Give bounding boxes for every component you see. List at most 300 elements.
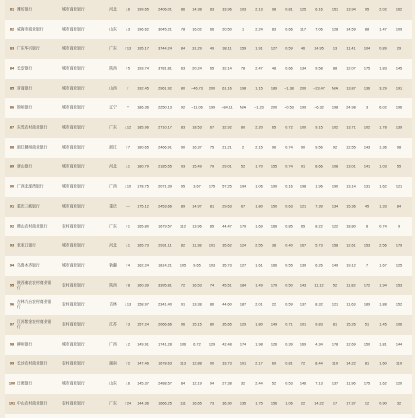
cell-c7: 105: [179, 263, 187, 268]
cell-c21: 120: [395, 381, 403, 386]
cell-c18: 13.14: [346, 184, 356, 189]
cell-c12: 2.20: [255, 125, 263, 130]
cell-c6: 2066.66: [158, 322, 172, 327]
cell-c18: 13.94: [346, 7, 356, 12]
cell-c12: 2.44: [255, 381, 263, 386]
cell-c18: 14.59: [346, 27, 356, 32]
cell-c8: 14.38: [192, 7, 202, 12]
cell-dir: *: [127, 105, 129, 110]
cell-c14: 0.55: [285, 263, 293, 268]
cell-prov: 广东: [109, 224, 117, 229]
cell-c11: 1: [241, 27, 245, 32]
cell-c9: 101: [208, 243, 216, 248]
cell-c11: N/A: [239, 105, 247, 110]
cell-c19: 3: [365, 105, 369, 110]
cell-c20: 1.94: [379, 283, 387, 288]
cell-c11: 67: [240, 204, 246, 209]
cell-c9: 73: [209, 401, 215, 406]
cell-c18: 12.61: [346, 243, 356, 248]
cell-c13: 189: [270, 86, 278, 91]
cell-c15: 72: [300, 361, 306, 366]
cell-c9: 81: [209, 204, 215, 209]
cell-name: 潍坊银行: [17, 7, 33, 12]
cell-c15: 134: [299, 66, 307, 71]
table-row: [5, 39, 412, 59]
cell-c15: 22: [300, 401, 306, 406]
cell-c13: 190: [270, 184, 278, 189]
cell-c15: 125: [299, 7, 307, 12]
cell-c19: 172: [363, 283, 371, 288]
cell-rank: 87: [9, 125, 15, 130]
cell-c21: 9: [397, 224, 401, 229]
cell-c10: 38.11: [222, 46, 232, 51]
cell-c16: 14.22: [314, 401, 324, 406]
cell-c15: 117: [299, 27, 307, 32]
cell-c9: 49: [209, 46, 215, 51]
cell-type: 城市商业银行: [62, 105, 85, 110]
cell-c7: 93: [180, 164, 186, 169]
cell-dir: ↑5: [125, 66, 130, 71]
table-row: [5, 355, 412, 375]
cell-c13: 38: [271, 243, 277, 248]
cell-c14: 0.59: [285, 302, 293, 307]
cell-c19: 95: [364, 7, 370, 12]
cell-c16: 8.22: [315, 224, 323, 229]
cell-dir: ↑2: [125, 361, 130, 366]
cell-rank: 81: [9, 7, 15, 12]
cell-c14: 0.63: [285, 204, 293, 209]
cell-c17: N/A: [331, 86, 339, 91]
cell-c11: 184: [239, 283, 247, 288]
cell-dir: ↓12: [124, 125, 132, 130]
cell-c14: 0.53: [285, 381, 293, 386]
cell-c13: 156: [270, 401, 278, 406]
cell-type: 城市商业银行: [62, 46, 85, 51]
cell-rank: 90: [9, 184, 15, 189]
cell-prov: 陕西: [109, 66, 117, 71]
cell-c15: 100: [299, 125, 307, 130]
cell-c8: 15.15: [192, 322, 202, 327]
cell-c9: 80: [209, 322, 215, 327]
cell-c13: 126: [270, 342, 278, 347]
cell-c11: 52: [240, 164, 246, 169]
cell-c21: 29: [396, 46, 402, 51]
cell-c5: 192.45: [137, 86, 149, 91]
cell-prov: 江苏: [109, 322, 117, 327]
cell-type: 城市商业银行: [62, 125, 85, 130]
cell-c12: 1.70: [255, 164, 263, 169]
cell-dir: ↓10: [124, 184, 132, 189]
cell-c6: 2406.01: [158, 7, 172, 12]
cell-c15: 199: [299, 105, 307, 110]
cell-rank: 101: [8, 401, 16, 406]
cell-type: 城市商业银行: [62, 243, 85, 248]
cell-c18: 12.07: [346, 66, 356, 71]
cell-c9: 66: [209, 27, 215, 32]
cell-c17: 13: [332, 46, 338, 51]
cell-c17: 81: [332, 322, 338, 327]
cell-c13: 65: [271, 125, 277, 130]
cell-c16: 4.34: [315, 342, 323, 347]
cell-c13: 149: [270, 322, 278, 327]
cell-c7: 63: [180, 66, 186, 71]
cell-c18: 17.37: [346, 401, 356, 406]
cell-c7: 91: [180, 302, 186, 307]
cell-c6: 2250.13: [158, 105, 172, 110]
table-row: [5, 315, 412, 335]
cell-type: 农村商业银行: [62, 401, 85, 406]
cell-c14: 0.39: [285, 342, 293, 347]
cell-c21: 152: [395, 302, 403, 307]
cell-c20: 1.33: [379, 204, 387, 209]
cell-c16: 7.39: [315, 204, 323, 209]
cell-name: 江苏紫金农村商业银行: [17, 320, 52, 330]
cell-dir: ↓1: [125, 164, 130, 169]
cell-c13: 200: [270, 105, 278, 110]
cell-c19: 12: [364, 401, 370, 406]
cell-c12: 2.15: [255, 145, 263, 150]
cell-c14: 0.85: [285, 224, 293, 229]
cell-c12: 1.80: [255, 322, 263, 327]
cell-c6: 3395.81: [158, 283, 172, 288]
cell-c19: 143: [363, 145, 371, 150]
cell-c20: 0.89: [379, 46, 387, 51]
cell-c11: 2: [241, 145, 245, 150]
cell-name: 日照银行: [17, 381, 33, 386]
cell-prov: 吉林: [109, 302, 117, 307]
table-row: [5, 256, 412, 276]
cell-c18: 12.69: [346, 342, 356, 347]
cell-prov: 山东: [109, 27, 117, 32]
cell-c13: 150: [270, 204, 278, 209]
cell-prov: 广东: [109, 46, 117, 51]
cell-c20: 0.90: [379, 401, 387, 406]
cell-c8: 6.72: [193, 342, 201, 347]
cell-c12: 1.98: [255, 342, 263, 347]
cell-c12: −1.23: [254, 105, 264, 110]
cell-c10: 20.50: [222, 27, 232, 32]
cell-c11: 129: [239, 322, 247, 327]
cell-c6: 2466.91: [158, 145, 172, 150]
cell-c21: 179: [395, 243, 403, 248]
cell-c5: 162.24: [137, 263, 149, 268]
cell-c21: 106: [395, 322, 403, 327]
cell-c16: 9.58: [315, 66, 323, 71]
cell-c9: 175: [208, 184, 216, 189]
cell-c10: 36.30: [222, 401, 232, 406]
cell-c18: 19.12: [346, 263, 356, 268]
cell-c5: 160.39: [137, 283, 149, 288]
cell-c8: 16.65: [192, 401, 202, 406]
cell-c10: 45.51: [222, 283, 232, 288]
cell-c11: 135: [239, 401, 247, 406]
cell-c14: −1.38: [284, 86, 294, 91]
cell-c8: 12.88: [192, 361, 202, 366]
cell-c17: 102: [331, 125, 339, 130]
cell-c12: 2.01: [255, 302, 263, 307]
cell-dir: ↓2: [125, 342, 130, 347]
cell-c19: 45: [364, 204, 370, 209]
cell-c11: 174: [239, 342, 247, 347]
cell-c10: 21.21: [222, 145, 232, 150]
cell-prov: 广西: [109, 342, 117, 347]
cell-c7: 106: [179, 342, 187, 347]
cell-c13: 52: [271, 381, 277, 386]
table-row: [5, 59, 412, 79]
cell-c18: 12.55: [346, 145, 356, 150]
cell-c7: 72: [180, 283, 186, 288]
cell-c10: 44.47: [222, 224, 232, 229]
cell-c21: 55: [396, 164, 402, 169]
cell-c16: 7.06: [315, 27, 323, 32]
cell-rank: 98: [9, 342, 15, 347]
cell-c19: 102: [363, 125, 371, 130]
cell-c20: 1.62: [379, 381, 387, 386]
cell-c5: 149.91: [137, 342, 149, 347]
cell-c16: 5.73: [315, 243, 323, 248]
cell-c6: 2961.92: [158, 86, 172, 91]
cell-prov: 广东: [109, 125, 117, 130]
cell-c8: 13.96: [192, 224, 202, 229]
cell-type: 农村商业银行: [62, 224, 85, 229]
cell-c14: 0.66: [285, 66, 293, 71]
cell-prov: 广东: [109, 401, 117, 406]
cell-c12: 2.13: [255, 7, 263, 12]
cell-c10: 32.14: [222, 66, 232, 71]
cell-rank: 96: [9, 302, 15, 307]
cell-c16: 6.16: [315, 7, 323, 12]
cell-c5: 196.62: [137, 27, 149, 32]
cell-c8: 3.67: [193, 184, 201, 189]
cell-c11: 32: [240, 381, 246, 386]
cell-c5: 199.65: [137, 7, 149, 12]
cell-c8: 9.65: [193, 263, 201, 268]
cell-c14: 0.59: [285, 46, 293, 51]
cell-rank: 85: [9, 86, 15, 91]
cell-c10: 29.63: [222, 204, 232, 209]
cell-c18: 13.71: [346, 125, 356, 130]
cell-c7: 80: [180, 86, 186, 91]
cell-name: 广东华兴银行: [17, 46, 40, 51]
cell-c20: 1.62: [379, 184, 387, 189]
cell-prov: 河北: [109, 243, 117, 248]
cell-c20: 1.83: [379, 66, 387, 71]
cell-type: 城市商业银行: [62, 7, 85, 12]
cell-c13: 96: [271, 145, 277, 150]
cell-c6: 1679.57: [158, 224, 172, 229]
cell-c10: 29.01: [222, 164, 232, 169]
cell-c20: 2.02: [379, 7, 387, 12]
cell-prov: 新疆: [109, 263, 117, 268]
cell-rank: 95: [9, 283, 15, 288]
cell-c18: 13.01: [346, 164, 356, 169]
cell-c14: 0.74: [285, 164, 293, 169]
table-row: [5, 79, 412, 99]
cell-c9: 67: [209, 125, 215, 130]
cell-c6: 3744.24: [158, 46, 172, 51]
cell-c5: 158.97: [137, 302, 149, 307]
cell-c21: 191: [395, 86, 403, 91]
cell-c15: 121: [299, 204, 307, 209]
cell-c19: 175: [363, 381, 371, 386]
cell-c17: 122: [331, 224, 339, 229]
cell-c10: 32.92: [222, 125, 232, 130]
cell-c14: 0.81: [285, 361, 293, 366]
cell-c19: 175: [363, 66, 371, 71]
cell-dir: —: [126, 204, 130, 209]
cell-c13: 98: [271, 7, 277, 12]
cell-c15: 90: [300, 145, 306, 150]
cell-c8: 13.38: [192, 302, 202, 307]
cell-c9: 129: [208, 342, 216, 347]
cell-name: 佛山农村商业银行: [17, 224, 48, 229]
cell-c14: −0.53: [284, 105, 294, 110]
cell-dir: ↓1: [125, 243, 130, 248]
cell-c20: 1.36: [379, 145, 387, 150]
cell-c19: 104: [363, 46, 371, 51]
cell-c14: 0.81: [285, 7, 293, 12]
cell-c21: 32: [396, 401, 402, 406]
cell-c7: 83: [180, 125, 186, 130]
cell-rank: 82: [9, 27, 15, 32]
cell-type: 农村商业银行: [62, 283, 85, 288]
cell-c21: 98: [396, 145, 402, 150]
cell-type: 城市商业银行: [62, 27, 85, 32]
cell-c9: 85: [209, 224, 215, 229]
cell-c11: 179: [239, 224, 247, 229]
cell-c9: 79: [209, 164, 215, 169]
cell-rank: 100: [8, 381, 16, 386]
cell-dir: ↓13: [124, 302, 132, 307]
cell-c18: 11.41: [346, 46, 356, 51]
cell-c11: 80: [240, 125, 246, 130]
cell-c6: 2341.40: [158, 302, 172, 307]
table-row: [5, 177, 412, 197]
cell-c5: 144.36: [137, 401, 149, 406]
cell-c17: 88: [332, 66, 338, 71]
table-row: [5, 118, 412, 138]
cell-c16: 6.26: [315, 263, 323, 268]
cell-c21: 139: [395, 125, 403, 130]
cell-c16: −6.32: [314, 105, 324, 110]
cell-c17: 128: [331, 27, 339, 32]
cell-c21: 144: [395, 342, 403, 347]
cell-c16: −23.47: [313, 86, 325, 91]
cell-c9: 86: [209, 302, 215, 307]
table-row: [5, 99, 412, 119]
cell-type: 城市商业银行: [62, 145, 85, 150]
cell-c17: 134: [331, 204, 339, 209]
cell-c21: 162: [395, 7, 403, 12]
cell-c15: 65: [300, 224, 306, 229]
cell-dir: ↑8: [125, 283, 130, 288]
cell-prov: 重庆: [109, 204, 117, 209]
table-row: [5, 197, 412, 217]
table-row: [5, 158, 412, 178]
cell-c5: 145.37: [137, 381, 149, 386]
cell-name: 中山农村商业银行: [17, 401, 48, 406]
cell-c8: 16.53: [192, 283, 202, 288]
cell-c20: 0.74: [379, 224, 387, 229]
cell-type: 农村商业银行: [62, 322, 85, 327]
cell-c15: 169: [299, 342, 307, 347]
cell-c11: 127: [239, 263, 247, 268]
cell-c13: 69: [271, 361, 277, 366]
cell-dir: ↑4: [125, 263, 130, 268]
cell-c7: 82: [180, 243, 186, 248]
cell-c7: 95: [180, 184, 186, 189]
cell-c15: 91: [300, 164, 306, 169]
cell-name: 柳州银行: [17, 342, 33, 347]
cell-name: 东莞农村商业银行: [17, 125, 48, 130]
cell-c11: 198: [239, 86, 247, 91]
table-row: [5, 276, 412, 296]
cell-c16: 9.83: [315, 322, 323, 327]
cell-c12: 2.47: [255, 66, 263, 71]
cell-c11: 124: [239, 243, 247, 248]
cell-c7: 112: [179, 224, 187, 229]
cell-c14: 0.74: [285, 145, 293, 150]
cell-c20: 1.03: [379, 164, 387, 169]
cell-c13: 155: [270, 164, 278, 169]
cell-c15: 101: [299, 322, 307, 327]
cell-c10: 42.48: [222, 342, 232, 347]
cell-c5: 195.17: [137, 46, 149, 51]
table-row: [5, 394, 412, 414]
cell-c20: 6.02: [379, 105, 387, 110]
table-row: [5, 217, 412, 237]
cell-name: 广西北部湾银行: [17, 184, 44, 189]
cell-dir: ↑7: [125, 145, 130, 150]
cell-name: 长安银行: [17, 66, 33, 71]
cell-name: 吉林九台农村商业银行: [17, 300, 52, 310]
cell-c7: 84: [180, 46, 186, 51]
cell-c13: 127: [270, 46, 278, 51]
cell-c17: 52: [332, 283, 338, 288]
cell-c5: 180.79: [137, 164, 149, 169]
cell-type: 城市商业银行: [62, 263, 85, 268]
cell-c9: 65: [209, 66, 215, 71]
cell-c17: 198: [331, 105, 339, 110]
table-row: [5, 374, 412, 394]
cell-c16: 8.44: [315, 361, 323, 366]
cell-c12: 1.49: [255, 283, 263, 288]
cell-c17: 190: [331, 184, 339, 189]
cell-c19: 51: [364, 322, 370, 327]
cell-c6: 2710.17: [158, 125, 172, 130]
cell-c5: 186.36: [137, 105, 149, 110]
table-row: [5, 296, 412, 316]
cell-c13: 166: [270, 224, 278, 229]
cell-name: 威海市商业银行: [17, 27, 44, 32]
cell-c14: 0.72: [285, 125, 293, 130]
cell-c17: 151: [331, 7, 339, 12]
cell-dir: ↓6: [125, 7, 130, 12]
cell-rank: 94: [9, 263, 15, 268]
cell-c5: 165.80: [137, 224, 149, 229]
cell-c12: 2.24: [255, 27, 263, 32]
cell-c8: 11.38: [192, 243, 202, 248]
cell-name: 乌鲁木齐银行: [17, 263, 40, 268]
cell-c19: 153: [363, 243, 371, 248]
cell-c17: 119: [331, 361, 339, 366]
cell-c19: 141: [363, 164, 371, 169]
cell-c20: 1.67: [379, 263, 387, 268]
cell-name: 浙江稠州商业银行: [17, 145, 48, 150]
cell-rank: 99: [9, 361, 15, 366]
cell-rank: 84: [9, 66, 15, 71]
cell-dir: ↑13: [124, 46, 132, 51]
